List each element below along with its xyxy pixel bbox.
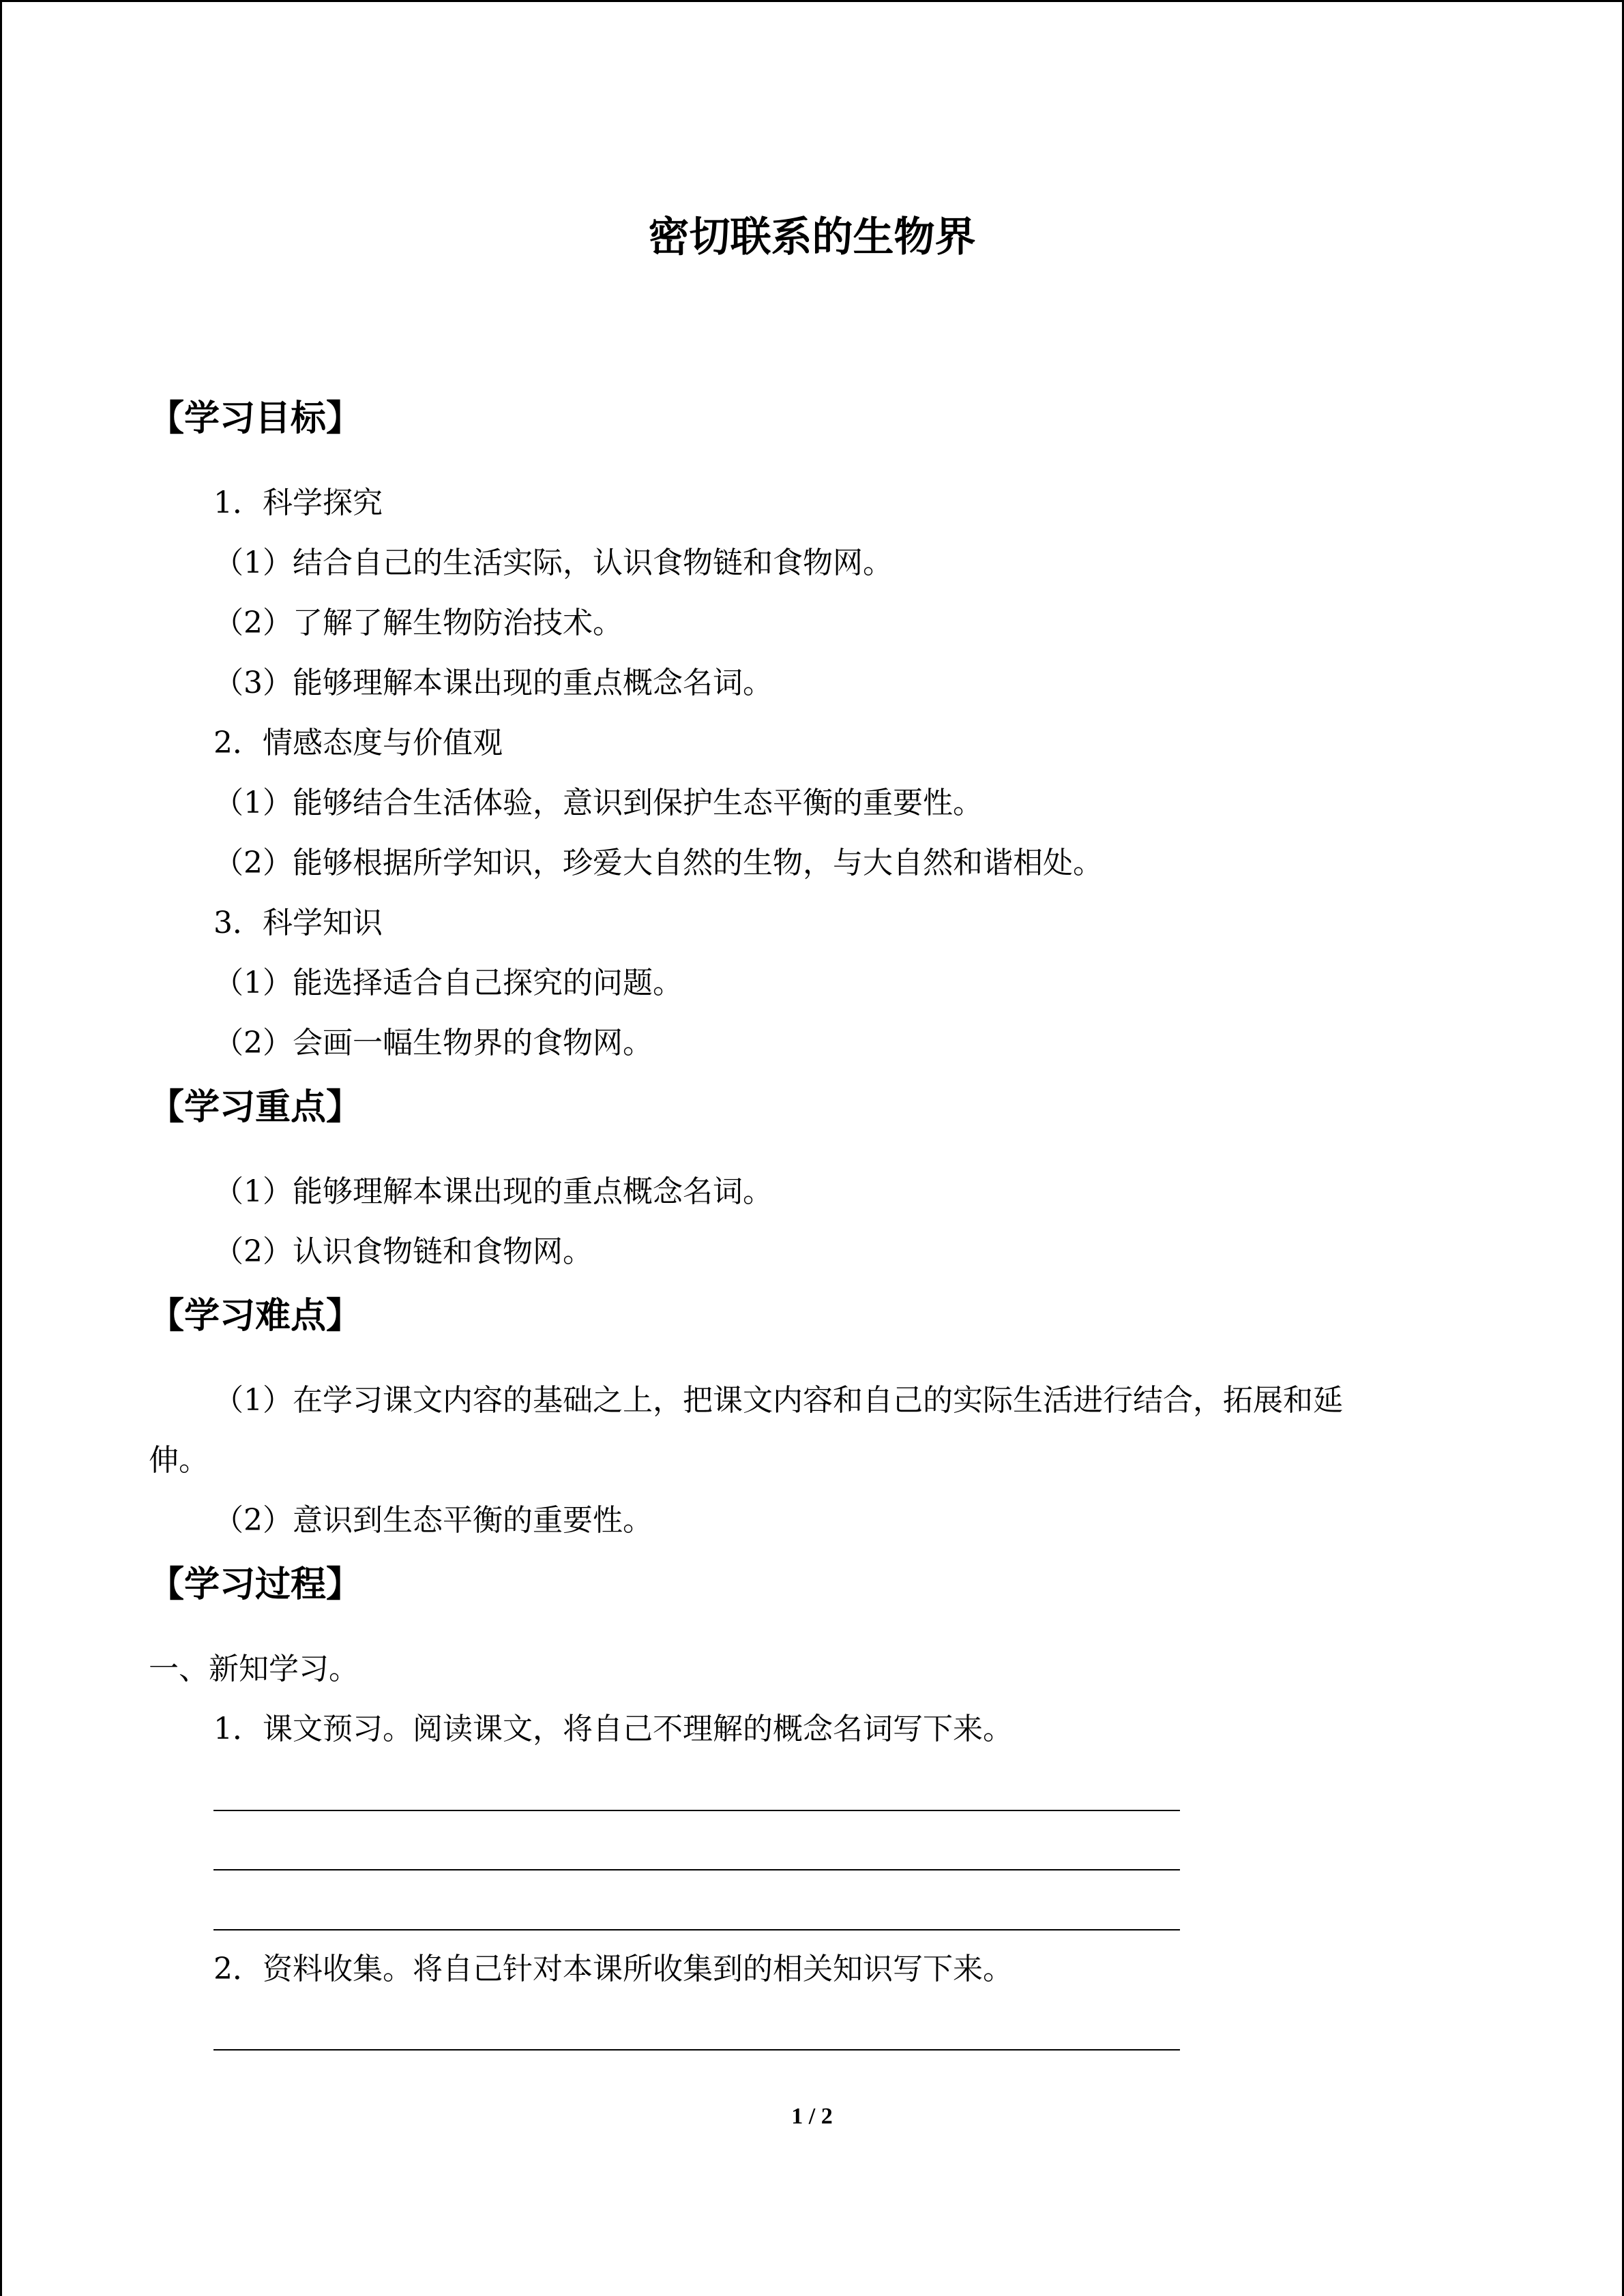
goal-item: （2）会画一幅生物界的食物网。 [213, 1026, 653, 1060]
heading-difficulties: 【学习难点】 [149, 1295, 362, 1337]
goal-item: 2．情感态度与价值观 [213, 726, 503, 760]
heading-process: 【学习过程】 [149, 1564, 362, 1605]
heading-key-points: 【学习重点】 [149, 1086, 362, 1128]
goal-item: 3．科学知识 [213, 906, 383, 940]
difficulty-item: （2）意识到生态平衡的重要性。 [213, 1503, 653, 1538]
goal-item: 1．科学探究 [213, 486, 383, 520]
goal-item: （1）结合自己的生活实际，认识食物链和食物网。 [213, 546, 893, 580]
answer-blank-line[interactable] [213, 1810, 1180, 1811]
process-item: 1．课文预习。阅读课文，将自己不理解的概念名词写下来。 [213, 1712, 1013, 1746]
answer-blank-line[interactable] [213, 2049, 1180, 2051]
difficulty-item-continuation: 伸。 [149, 1443, 209, 1478]
goal-item: （1）能够结合生活体验，意识到保护生态平衡的重要性。 [213, 786, 983, 820]
key-point-item: （2）认识食物链和食物网。 [213, 1234, 593, 1269]
goal-item: （2）能够根据所学知识，珍爱大自然的生物，与大自然和谐相处。 [213, 846, 1103, 880]
heading-learning-goals: 【学习目标】 [149, 398, 362, 439]
answer-blank-line[interactable] [213, 1929, 1180, 1930]
page-number: 1 / 2 [791, 2104, 833, 2129]
goal-item: （2）了解了解生物防治技术。 [213, 606, 623, 640]
goal-item: （3）能够理解本课出现的重点概念名词。 [213, 666, 773, 700]
answer-blank-line[interactable] [213, 1869, 1180, 1870]
process-item: 2．资料收集。将自己针对本课所收集到的相关知识写下来。 [213, 1952, 1013, 1986]
document-title: 密切联系的生物界 [648, 213, 976, 261]
difficulty-item: （1）在学习课文内容的基础之上，把课文内容和自己的实际生活进行结合，拓展和延 [213, 1383, 1343, 1418]
process-item: 一、新知学习。 [149, 1652, 359, 1686]
goal-item: （1）能选择适合自己探究的问题。 [213, 966, 683, 1000]
key-point-item: （1）能够理解本课出现的重点概念名词。 [213, 1174, 773, 1209]
